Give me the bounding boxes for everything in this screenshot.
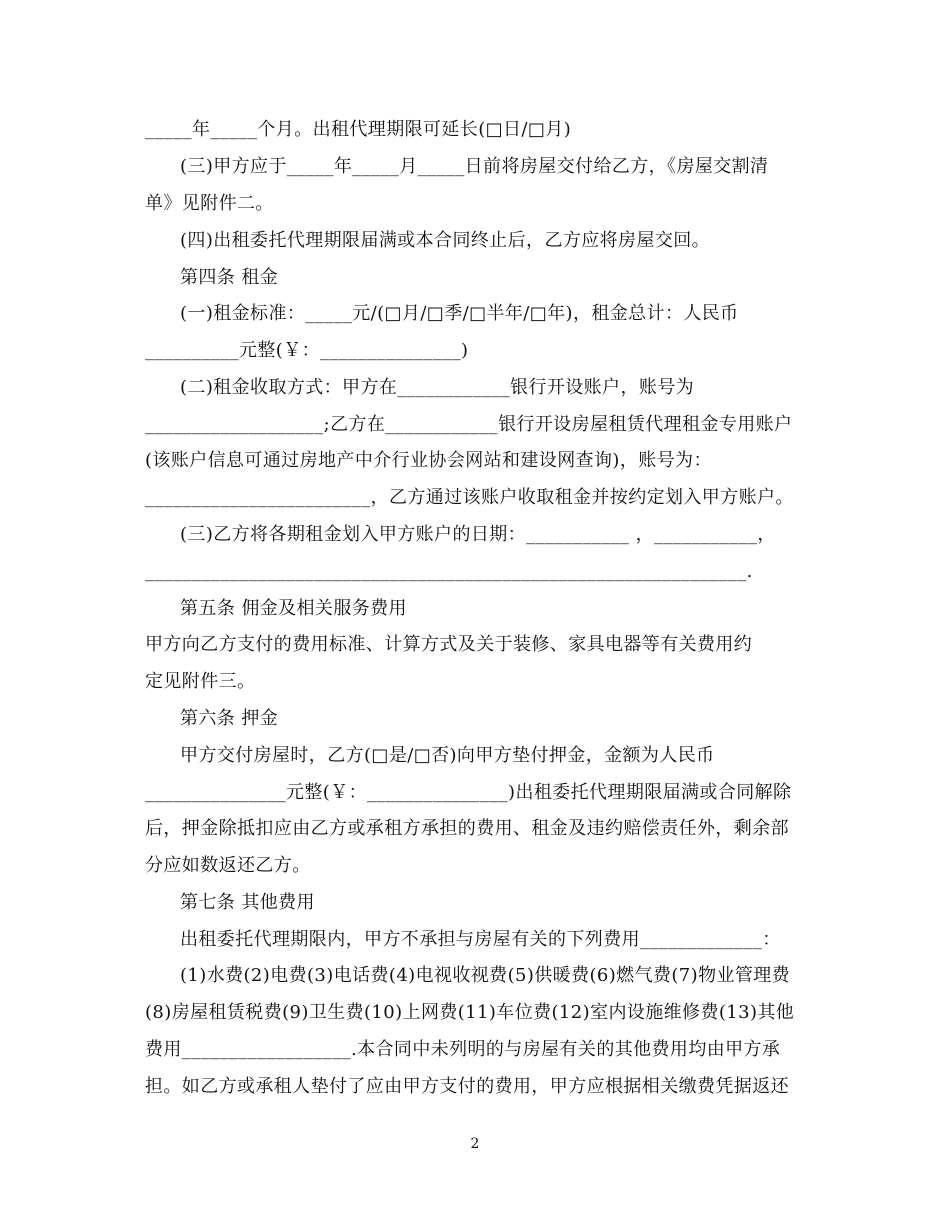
paragraph-line: 后，押金除抵扣应由乙方或承租方承担的费用、租金及违约赔偿责任外，剩余部 [145,818,789,839]
paragraph-line: 甲方向乙方支付的费用标准、计算方式及关于装修、家具电器等有关费用约 [145,634,753,655]
paragraph-line: _______________元整(￥：_______________)出租委托代理期限届满或合同解除 [145,782,792,803]
paragraph-line: 费用__________________.本合同中未列明的与房屋有关的其他费用均由甲方承 [145,1039,781,1060]
paragraph-line: (三)乙方将各期租金划入甲方账户的日期：___________ ，___________， [180,524,776,545]
page-number: 2 [470,1136,480,1152]
paragraph-line: (四)出租委托代理期限届满或本合同终止后，乙方应将房屋交回。 [180,230,711,251]
paragraph-line: 分应如数返还乙方。 [145,855,311,876]
paragraph-line: (三)甲方应于_____年_____月_____日前将房屋交付给乙方，《房屋交割清 [180,156,769,177]
paragraph-line: (8)房屋租赁税费(9)卫生费(10)上网费(11)车位费(12)室内设施维修费(13)其他 [145,1002,795,1023]
paragraph-line: 甲方交付房屋时，乙方(□是/□否)向甲方垫付押金，金额为人民币 [180,745,715,766]
paragraph-line: 担。如乙方或承租人垫付了应由甲方支付的费用，甲方应根据相关缴费凭据返还 [145,1076,789,1097]
paragraph-line: (一)租金标准：_____元/(□月/□季/□半年/□年)，租金总计：人民币 [180,303,739,324]
paragraph-line: (1)水费(2)电费(3)电话费(4)电视收视费(5)供暖费(6)燃气费(7)物业管理费 [180,965,791,986]
paragraph-line: (该账户信息可通过房地产中介行业协会网站和建设网查询)，账号为： [145,450,712,471]
paragraph-line: 出租委托代理期限内，甲方不承担与房屋有关的下列费用_____________： [180,929,781,950]
paragraph-line: ___________________;乙方在____________银行开设房屋租赁代理租金专用账户 [145,414,793,435]
paragraph-line: ________________________________________________________________. [145,561,753,582]
paragraph-line: _____年_____个月。出租代理期限可延长(□日/□月) [145,119,572,140]
paragraph-line: (二)租金收取方式：甲方在____________银行开设账户，账号为 [180,377,695,398]
section-heading: 第七条 其他费用 [180,892,315,913]
paragraph-line: 单》见附件二。 [145,193,274,214]
paragraph-line: ________________________，乙方通过该账户收取租金并按约定划入甲方账户。 [145,487,794,508]
section-heading: 第四条 租金 [180,267,279,288]
paragraph-line: __________元整(￥：_______________) [145,340,469,361]
section-heading: 第六条 押金 [180,708,279,729]
section-heading: 第五条 佣金及相关服务费用 [180,598,407,619]
paragraph-line: 定见附件三。 [145,671,256,692]
